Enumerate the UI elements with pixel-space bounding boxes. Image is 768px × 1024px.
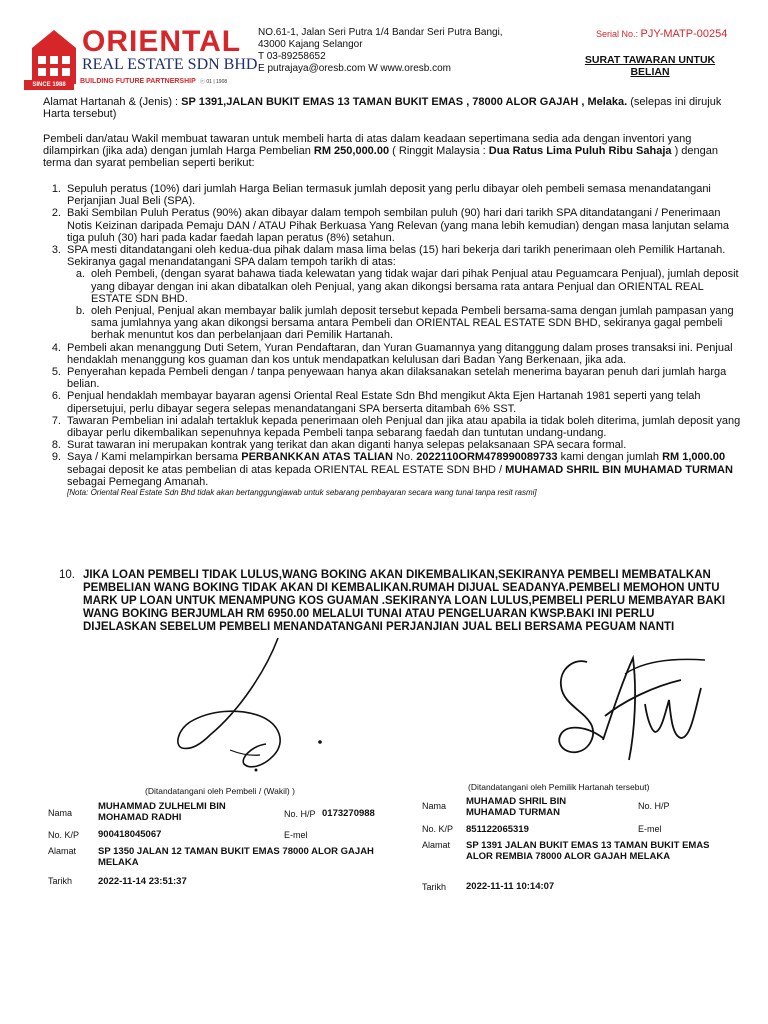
owner-signature-image: [505, 640, 735, 780]
logo-subtitle: REAL ESTATE SDN BHD: [82, 56, 258, 73]
company-address: [258, 27, 503, 75]
term-text: sebagai deposit ke atas pembelian di atas kepada ORIENTAL REAL ESTATE SDN BHD /: [67, 463, 506, 476]
trustee-name: MUHAMAD SHRIL BIN MUHAMAD TURMAN: [505, 463, 733, 476]
term-text: Baki Sembilan Puluh Peratus (90%) akan dibayar dalam tempoh sembilan puluh (90) hari dari tarikh SPA ditandatangani / Penerimaan Notis Keizinan daripada Pemaju DAN / ATAU Pihak Berkuasa Yang Relevan (yang mana lebih kemudian) dengan masa lanjutan selama tiga puluh (30) hari pada kadar faedah lapan peratus (8%) setahun.: [67, 207, 730, 244]
address-line: E putrajaya@oresb.com W www.oresb.com: [258, 63, 451, 74]
term-text: Pembeli akan menanggung Duti Setem, Yuran Pendaftaran, dan Yuran Guamannya yang ditanggung dalam proses transaksi ini. Penjual hendaklah menanggung kos guaman dan kos untuk mendapatkan kelulusan dari Badan Yang Berkenaan, jika ada.: [67, 341, 733, 366]
serial-value: PJY-MATP-00254: [640, 28, 728, 40]
owner-hp-label: No. H/P: [638, 801, 670, 811]
terms-list: [43, 183, 743, 498]
purchase-price: RM 250,000.00: [313, 145, 390, 158]
buyer-name: MUHAMMAD ZULHELMI BIN MOHAMAD RADHI: [98, 801, 226, 823]
buyer-email-label: E-mel: [284, 830, 308, 840]
term-text: No.: [392, 451, 417, 464]
owner-signed-by: (Ditandatangani oleh Pemilik Hartanah tersebut): [468, 782, 650, 792]
property-label: Alamat Hartanah & (Jenis) :: [43, 96, 182, 108]
buyer-name-label: Nama: [48, 808, 73, 818]
document-title-line: SURAT TAWARAN UNTUK: [584, 54, 716, 66]
special-condition: [59, 569, 731, 634]
property-suffix: (selepas ini dirujuk Harta tersebut): [43, 96, 722, 121]
offer-text: Pembeli dan/atau Wakil membuat tawaran untuk membeli harta di atas dalam keadaan sepertimana sedia ada dengan inventori yang dilampirkan (jika ada) dengan jumlah Harga Pembelian: [43, 133, 692, 158]
term-subitem: a. oleh Pembeli, (dengan syarat bahawa tiada kelewatan yang tidak wajar dari pihak Penjual atau Peguamcara Penjual), jumlah deposit yang dibayar dengan ini akan dibatalkan oleh Penjual, yang akan dikongsi bersama rata antara Penjual dan ORIENTAL REAL ESTATE SDN BHD.: [75, 268, 739, 305]
buyer-phone: 0173270988: [322, 808, 375, 819]
owner-ic: 851122065319: [466, 824, 529, 835]
owner-ic-label: No. K/P: [422, 824, 454, 834]
term-item: 4. Pembeli akan menanggung Duti Setem, Yuran Pendaftaran, dan Yuran Guamannya yang ditanggung dalam proses transaksi ini. Penjual hendaklah menanggung kos guaman dan kos untuk mendapatkan kelulusan dari Badan Yang Berkenaan, jika ada.: [51, 341, 733, 366]
term-text: Tawaran Pembelian ini adalah tertakluk kepada penerimaan oleh Penjual dan jika atau apabila ia tidak boleh diterima, jumlah deposit yang dibayar perlu dikembalikan sepenuhnya kepada Pembeli tanpa sebarang faedah dan tuntutan undang-undang.: [67, 414, 741, 440]
buyer-address: SP 1350 JALAN 12 TAMAN BUKIT EMAS 78000 ALOR GAJAH MELAKA: [98, 846, 374, 868]
term-text: sebagai Pemegang Amanah.: [67, 475, 209, 488]
term-text: Sekiranya gagal menandatangani SPA dalam tempoh tarikh di atas:: [67, 256, 396, 269]
logo-tagline: BUILDING FUTURE PARTNERSHIP: [80, 78, 196, 85]
owner-name: MUHAMAD SHRIL BIN MUHAMAD TURMAN: [466, 796, 567, 818]
address-line: T 03-89258652: [258, 51, 326, 62]
buyer-date-label: Tarikh: [48, 876, 73, 886]
term-number: 10.: [59, 569, 75, 581]
logo-since-badge: SINCE 1988: [24, 80, 74, 90]
offer-paragraph: [43, 133, 743, 170]
buyer-date: 2022-11-14 23:51:37: [98, 876, 187, 887]
term-text: Penjual hendaklah membayar bayaran agensi Oriental Real Estate Sdn Bhd mengikut Akta Ejen Hartanah 1981 seperti yang telah dipersetujui, perlu dibayar segera selepas menandatangani SPA berserta ditambah 6% SST.: [67, 390, 701, 415]
term-subitem-text: oleh Pembeli, (dengan syarat bahawa tiada kelewatan yang tidak wajar dari pihak Penjual atau Peguamcara Penjual), jumlah deposit yang dibayar dengan ini akan dibatalkan oleh Penjual, yang akan dikongsi bersama rata antara Penjual dan ORIENTAL REAL ESTATE SDN BHD.: [91, 268, 739, 305]
owner-address-label: Alamat: [422, 840, 451, 850]
term-note: [Nota: Oriental Real Estate Sdn Bhd tidak akan bertanggungjawab untuk sebarang pembayaran secara wang tunai tanpa resit rasmi]: [67, 488, 537, 498]
offer-text: ( Ringgit Malaysia :: [389, 145, 489, 158]
term-item: 9. Saya / Kami melampirkan bersama PERBANKKAN ATAS TALIAN No. 2022110ORM478990089733 kami dengan jumlah RM 1,000.00 sebagai deposit ke atas pembelian di atas kepada ORIENTAL REAL ESTATE SDN BHD / MUHAMAD SHRIL BIN MUHAMAD TURMAN sebagai Pemegang Amanah. [Nota: Oriental Real Estate Sdn Bhd tidak akan bertanggungjawab untuk sebarang pembayaran secara wang tunai tanpa resit rasmi]: [43, 451, 743, 498]
property-address-paragraph: [43, 96, 743, 120]
term-text: Saya / Kami melampirkan bersama: [67, 451, 242, 464]
term-item: 6. Penjual hendaklah membayar bayaran agensi Oriental Real Estate Sdn Bhd mengikut Akta Ejen Hartanah 1981 seperti yang telah dipersetujui, perlu dibayar segera selepas menandatangani SPA berserta ditambah 6% SST.: [51, 390, 701, 415]
term-subitem-text: oleh Penjual, Penjual akan membayar balik jumlah deposit tersebut kepada Pembeli bersama-sama dengan jumlah pampasan yang sama jumlahnya yang akan dikongsi bersama antara Pembeli dan ORIENTAL REAL ESTATE SDN BHD, sekiranya gagal pembeli berhak menuntut kos dan perbelanjaan dari Pemilik Hartanah.: [91, 305, 734, 342]
deposit-amount: RM 1,000.00: [662, 451, 726, 464]
buyer-hp-label: No. H/P: [284, 809, 316, 819]
document-title: [560, 54, 740, 78]
term-item: 7. Tawaran Pembelian ini adalah tertakluk kepada penerimaan oleh Penjual dan jika atau apabila ia tidak boleh diterima, jumlah deposit yang dibayar perlu dikembalikan sepenuhnya kepada Pembeli tanpa sebarang faedah dan tuntutan undang-undang.: [51, 414, 741, 440]
serial-label: Serial No.:: [596, 29, 639, 39]
term-text: SPA mesti ditandatangani oleh kedua-dua pihak dalam masa lima belas (15) hari bekerja dari tarikh penerimaan oleh Pemilik Hartanah.: [67, 244, 726, 257]
buyer-signed-by: (Ditandatangani oleh Pembeli / (Wakil) ): [145, 786, 295, 796]
term-item: 8. Surat tawaran ini merupakan kontrak yang terikat dan akan diganti hanya selepas pelaksanaan SPA secara formal.: [51, 439, 627, 452]
term-subitem: b. oleh Penjual, Penjual akan membayar balik jumlah deposit tersebut kepada Pembeli bersama-sama dengan jumlah pampasan yang sama jumlahnya yang akan dikongsi bersama antara Pembeli dan ORIENTAL REAL ESTATE SDN BHD, sekiranya gagal pembeli berhak menuntut kos dan perbelanjaan dari Pemilik Hartanah.: [75, 305, 734, 342]
owner-name-label: Nama: [422, 801, 447, 811]
address-line: NO.61-1, Jalan Seri Putra 1/4 Bandar Seri Putra Bangi,: [258, 27, 503, 38]
buyer-ic-label: No. K/P: [48, 830, 80, 840]
buyer-signature-image: [170, 630, 390, 780]
document-title-line: BELIAN: [630, 66, 670, 78]
purchase-price-words: Dua Ratus Lima Puluh Ribu Sahaja: [488, 145, 672, 158]
term-item: 5. Penyerahan kepada Pembeli dengan / tanpa penyewaan hanya akan dilaksanakan setelah menerima bayaran penuh dari jumlah harga belian.: [51, 366, 727, 391]
buyer-ic: 900418045067: [98, 829, 162, 840]
term-text: Surat tawaran ini merupakan kontrak yang terikat dan akan diganti hanya selepas pelaksanaan SPA secara formal.: [67, 439, 627, 452]
property-address: SP 1391,JALAN BUKIT EMAS 13 TAMAN BUKIT EMAS , 78000 ALOR GAJAH , Melaka.: [181, 96, 628, 108]
house-logo-icon: [30, 28, 78, 86]
address-line: 43000 Kajang Selangor: [258, 39, 363, 50]
term-text: kami dengan jumlah: [557, 451, 663, 464]
offer-text: ) dengan terma dan syarat pembelian seperti berikut:: [43, 145, 718, 170]
special-condition-text: JIKA LOAN PEMBELI TIDAK LULUS,WANG BOKING AKAN DIKEMBALIKAN,SEKIRANYA PEMBELI MEMBATALKAN PEMBELIAN WANG BOKING TIDAK AKAN DI KEMBALIKAN.RUMAH DIJUAL SEADANYA.PEMBELI MEMOHON UNTU MARK UP LOAN UNTUK MENAMPUNG KOS GUAMAN .SEKIRANYA LOAN LULUS,PEMBELI PERLU MEMBAYAR BAKI WANG BOKING BERJUMLAH RM 6950.00 MELALUI TUNAI ATAU PENGELUARAN KWSP.BAKI INI PERLU DIJELASKAN SEBELUM PEMBELI MENANDATANGANI PERJANJIAN JUAL BELI BERSAMA PEGUAM NANTI: [83, 569, 726, 633]
owner-date: 2022-11-11 10:14:07: [466, 881, 555, 892]
buyer-address-label: Alamat: [48, 846, 77, 856]
payment-reference: 2022110ORM478990089733: [416, 451, 558, 464]
logo-certification: ⓔ 01 | 1908: [200, 79, 228, 85]
owner-email-label: E-mel: [638, 824, 662, 834]
serial-number: [596, 28, 727, 40]
term-text: Penyerahan kepada Pembeli dengan / tanpa penyewaan hanya akan dilaksanakan setelah menerima bayaran penuh dari jumlah harga belian.: [67, 366, 727, 391]
term-item: 2. Baki Sembilan Puluh Peratus (90%) akan dibayar dalam tempoh sembilan puluh (90) hari dari tarikh SPA ditandatangani / Penerimaan Notis Keizinan daripada Pemaju DAN / ATAU Pihak Berkuasa Yang Relevan (yang mana lebih kemudian) dengan masa lanjutan selama tiga puluh (30) hari pada kadar faedah lapan peratus (8%) setahun.: [51, 207, 730, 244]
owner-date-label: Tarikh: [422, 882, 447, 892]
logo-wordmark: ORIENTAL: [82, 25, 242, 58]
term-item: 1. Sepuluh peratus (10%) dari jumlah Harga Belian termasuk jumlah deposit yang perlu dibayar oleh pembeli semasa menandatangani Perjanjian Jual Beli (SPA).: [51, 183, 711, 208]
payment-method: PERBANKKAN ATAS TALIAN: [241, 451, 393, 464]
owner-address: SP 1391 JALAN BUKIT EMAS 13 TAMAN BUKIT EMAS ALOR REMBIA 78000 ALOR GAJAH MELAKA: [466, 840, 710, 862]
term-text: Sepuluh peratus (10%) dari jumlah Harga Belian termasuk jumlah deposit yang perlu dibayar oleh pembeli semasa menandatangani Perjanjian Jual Beli (SPA).: [67, 183, 711, 208]
term-item: 3. SPA mesti ditandatangani oleh kedua-dua pihak dalam masa lima belas (15) hari bekerja dari tarikh penerimaan oleh Pemilik Hartanah. Sekiranya gagal menandatangani SPA dalam tempoh tarikh di atas: a. oleh Pembeli, (dengan syarat bahawa tiada kelewatan yang tidak wajar dari pihak Penjual atau Peguamcara Penjual), jumlah deposit yang dibayar dengan ini akan dibatalkan oleh Penjual, yang akan dikongsi bersama rata antara Penjual dan ORIENTAL REAL ESTATE SDN BHD. b. oleh Penjual, Penjual akan membayar balik jumlah deposit tersebut kepada Pembeli bersama-sama dengan jumlah pampasan yang sama jumlahnya yang akan dikongsi bersama antara Pembeli dan ORIENTAL REAL ESTATE SDN BHD, sekiranya gagal pembeli berhak menuntut kos dan perbelanjaan dari Pemilik Hartanah.: [43, 244, 743, 342]
